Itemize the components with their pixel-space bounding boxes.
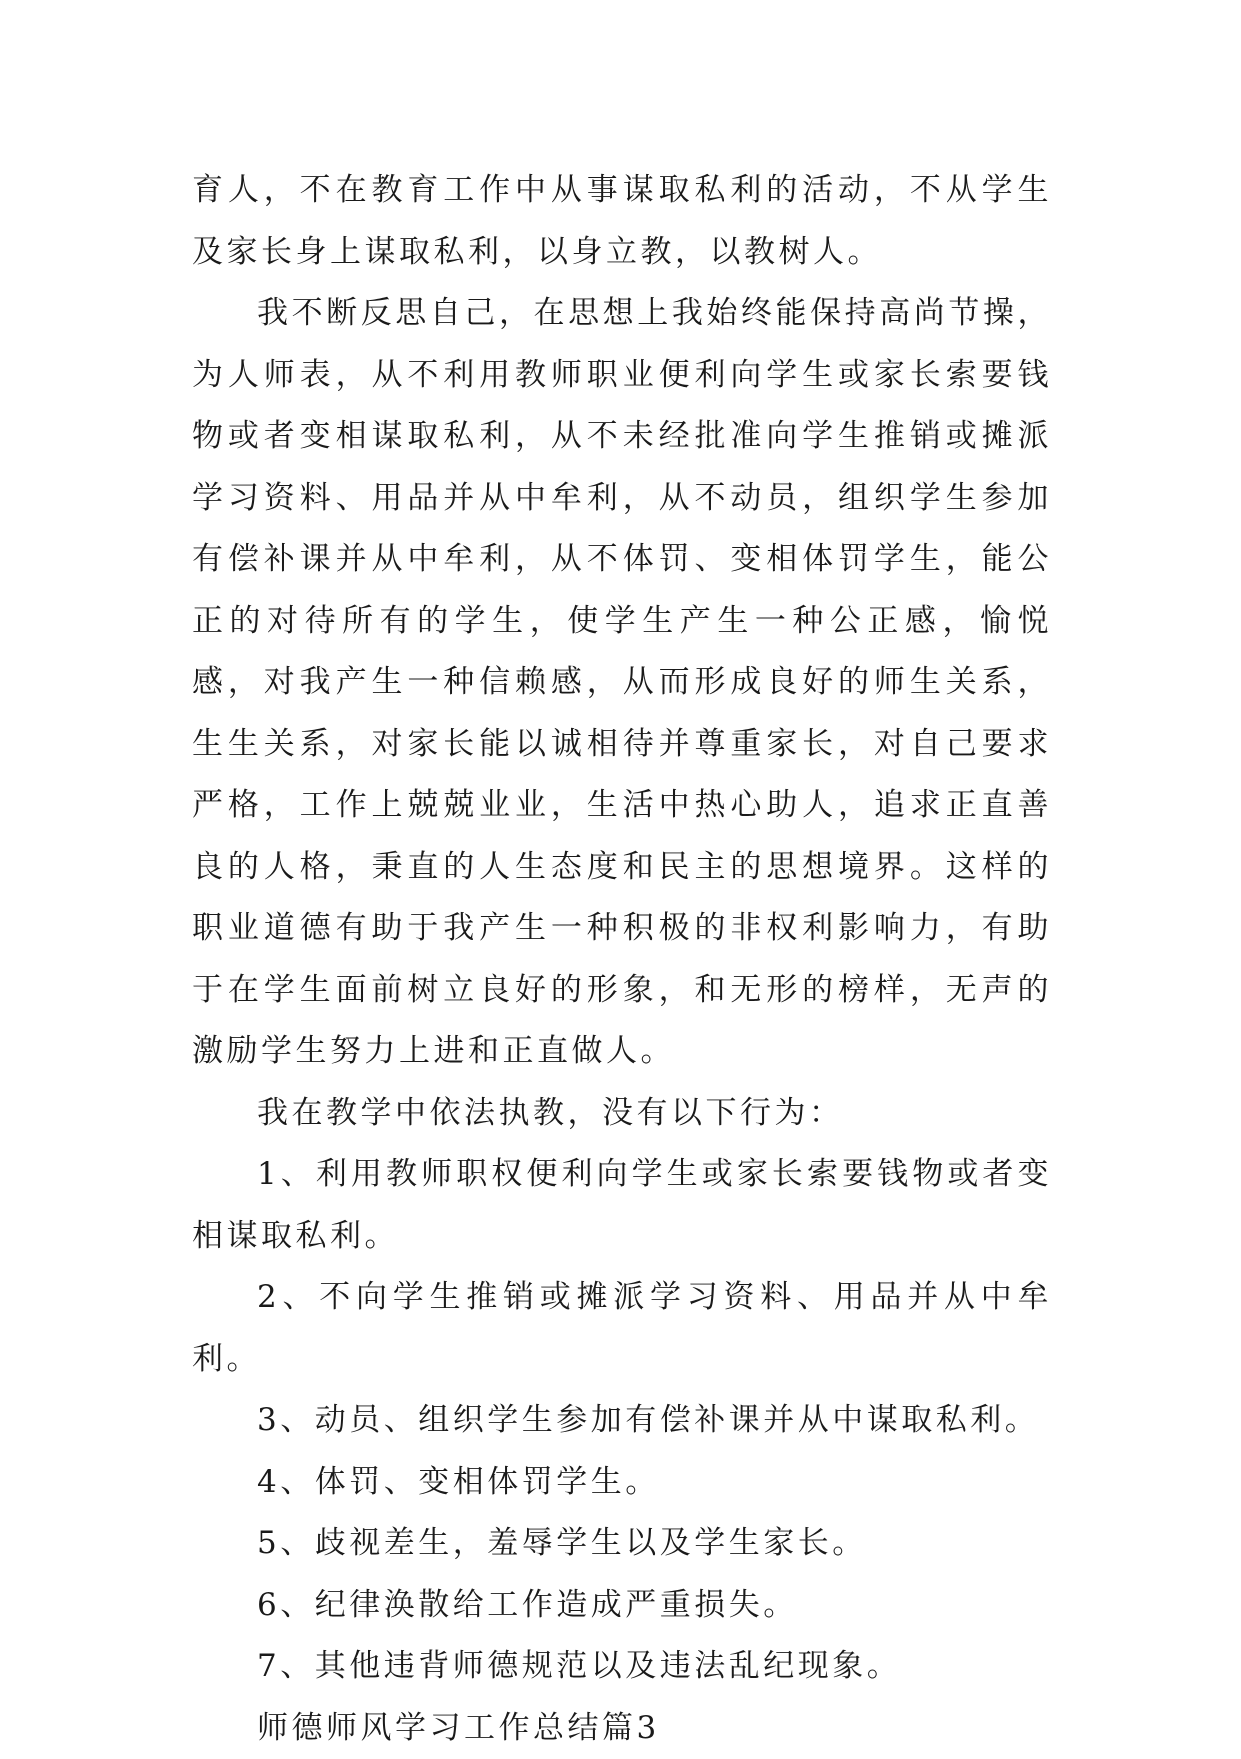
document-body: [192, 160, 1052, 1759]
list-item-3: 3、动员、组织学生参加有偿补课并从中谋取私利。: [192, 1390, 1052, 1452]
section-heading: 师德师风学习工作总结篇3: [192, 1698, 1052, 1759]
list-item-4: 4、体罚、变相体罚学生。: [192, 1452, 1052, 1514]
list-item-6: 6、纪律涣散给工作造成严重损失。: [192, 1575, 1052, 1637]
list-item-5: 5、歧视差生，羞辱学生以及学生家长。: [192, 1513, 1052, 1575]
list-item-2: 2、不向学生推销或摊派学习资料、用品并从中牟利。: [192, 1267, 1052, 1390]
paragraph-continuation: 育人，不在教育工作中从事谋取私利的活动，不从学生及家长身上谋取私利，以身立教，以教树人。: [192, 160, 1052, 283]
list-item-7: 7、其他违背师德规范以及违法乱纪现象。: [192, 1636, 1052, 1698]
paragraph-intro-list: 我在教学中依法执教，没有以下行为：: [192, 1083, 1052, 1145]
paragraph-reflection: 我不断反思自己，在思想上我始终能保持高尚节操，为人师表，从不利用教师职业便利向学生或家长索要钱物或者变相谋取私利，从不未经批准向学生推销或摊派学习资料、用品并从中牟利，从不动员，组织学生参加有偿补课并从中牟利，从不体罚、变相体罚学生，能公正的对待所有的学生，使学生产生一种公正感，愉悦感，对我产生一种信赖感，从而形成良好的师生关系，生生关系，对家长能以诚相待并尊重家长，对自己要求严格，工作上兢兢业业，生活中热心助人，追求正直善良的人格，秉直的人生态度和民主的思想境界。这样的职业道德有助于我产生一种积极的非权利影响力，有助于在学生面前树立良好的形象，和无形的榜样，无声的激励学生努力上进和正直做人。: [192, 283, 1052, 1083]
list-item-1: 1、利用教师职权便利向学生或家长索要钱物或者变相谋取私利。: [192, 1144, 1052, 1267]
